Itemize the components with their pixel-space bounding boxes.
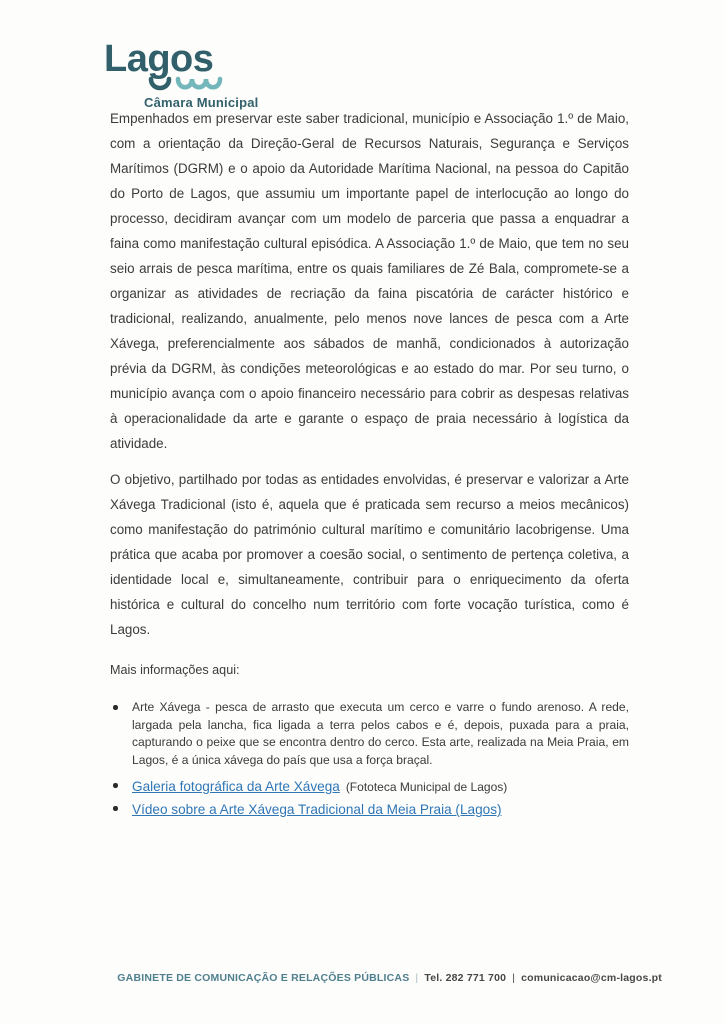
bullet-dot-icon <box>110 699 132 710</box>
list-item-video-link <box>110 800 629 820</box>
video-link[interactable]: Vídeo sobre a Arte Xávega Tradicional da Meia Praia (Lagos) <box>132 802 502 817</box>
list-item-arte-xavega-description <box>110 699 629 769</box>
logo-subtitle: Câmara Municipal <box>144 95 259 110</box>
bullet-dot-icon <box>110 777 132 788</box>
more-info-label: Mais informações aqui: <box>110 663 240 677</box>
info-bullet-list <box>110 699 629 820</box>
document-footer <box>117 972 662 984</box>
logo-wordmark: Lagos <box>104 38 214 80</box>
gallery-link[interactable]: Galeria fotográfica da Arte Xávega <box>132 779 340 794</box>
footer-separator: | <box>512 972 516 984</box>
footer-separator: | <box>415 972 419 984</box>
document-body <box>110 106 629 820</box>
footer-phone: Tel. 282 771 700 <box>424 972 507 984</box>
waves-icon <box>148 76 252 96</box>
paragraph-preservation: Empenhados em preservar este saber tradicional, município e Associação 1.º de Maio, com a orientação da Direção-Geral de Recursos Naturais, Segurança e Serviços Marítimos (DGRM) e o apoio da Autoridade Marítima Nacional, na pessoa do Capitão do Porto de Lagos, que assumiu um importante papel de interlocução ao longo do processo, decidiram avançar com um modelo de parceria que passa a enquadrar a faina como manifestação cultural episódica. A Associação 1.º de Maio, que tem no seu seio arrais de pesca marítima, entre os quais familiares de Zé Bala, compromete-se a organizar as atividades de recriação da faina piscatória de carácter histórico e tradicional, realizando, anualmente, pelo menos nove lances de pesca com a Arte Xávega, preferencialmente aos sábados de manhã, condicionados à autorização prévia da DGRM, às condições meteorológicas e ao estado do mar. Por seu turno, o município avança com o apoio financeiro necessário para cobrir as despesas relativas à operacionalidade da arte e garante o espaço de praia necessário à logística da atividade. <box>110 111 629 451</box>
footer-email: comunicacao@cm-lagos.pt <box>521 972 662 984</box>
paragraph-objective: O objetivo, partilhado por todas as entidades envolvidas, é preservar e valorizar a Arte Xávega Tradicional (isto é, aquela que é praticada sem recurso a meios mecânicos) como manifestação do património cultural marítimo e comunitário lacobrigense. Uma prática que acaba por promover a coesão social, o sentimento de pertença coletiva, a identidade local e, simultaneamente, contribuir para o enriquecimento da oferta histórica e cultural do concelho num território com forte vocação turística, como é Lagos. <box>110 472 629 637</box>
list-item-gallery-link <box>110 777 629 797</box>
footer-department: GABINETE DE COMUNICAÇÃO E RELAÇÕES PÚBLICAS <box>117 972 410 984</box>
lagos-municipality-logo <box>104 40 324 110</box>
bullet-dot-icon <box>110 800 132 811</box>
gallery-link-suffix: (Fototeca Municipal de Lagos) <box>345 780 508 794</box>
arte-xavega-description: Arte Xávega - pesca de arrasto que executa um cerco e varre o fundo arenoso. A rede, largada pela lancha, fica ligada a terra pelos cabos e é, depois, puxada para a praia, capturando o peixe que se encontra dentro do cerco. Esta arte, realizada na Meia Praia, em Lagos, é a única xávega do país que usa a força braçal. <box>132 700 629 767</box>
